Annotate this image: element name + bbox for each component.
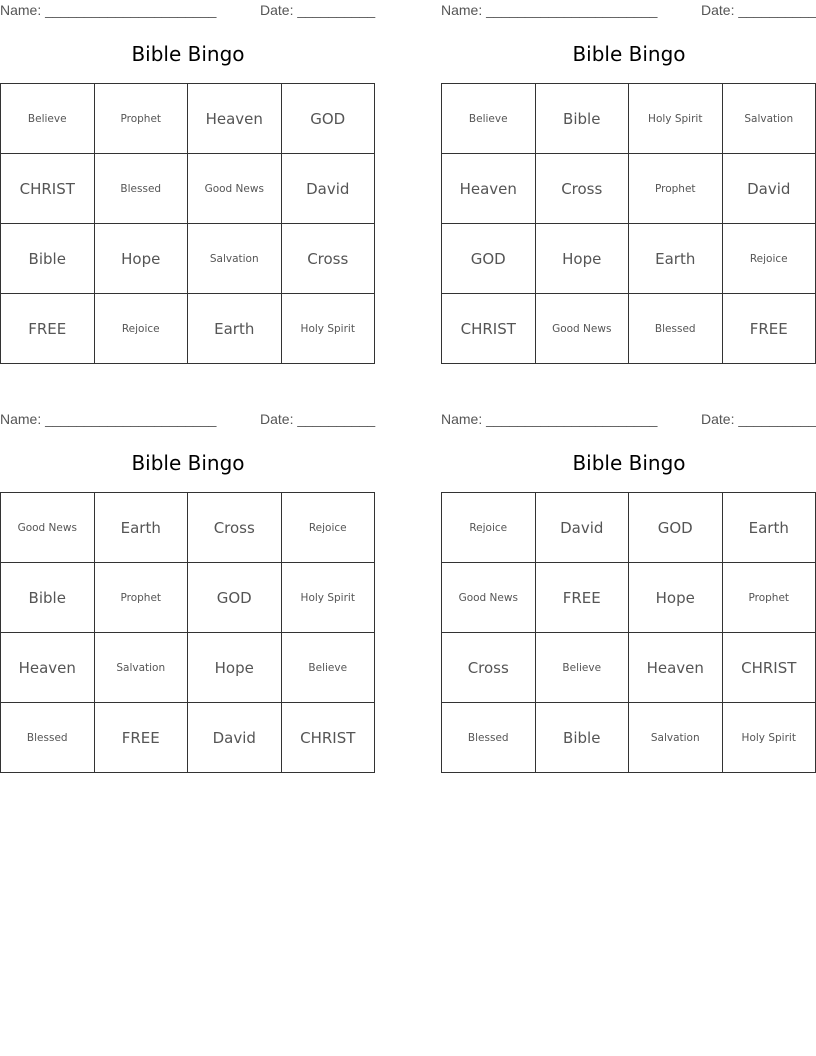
- bingo-cell: Bible: [1, 563, 95, 633]
- bingo-cell: Prophet: [95, 84, 189, 154]
- card-header: [441, 2, 816, 20]
- bingo-cell: Believe: [1, 84, 95, 154]
- bingo-cell: Salvation: [629, 703, 723, 773]
- bingo-card-1: [0, 0, 376, 380]
- bingo-cell: Heaven: [1, 633, 95, 703]
- bingo-cell: FREE: [1, 294, 95, 364]
- bingo-cell: Good News: [442, 563, 536, 633]
- date-field[interactable]: Date: __________: [701, 2, 816, 18]
- bingo-cell: Believe: [442, 84, 536, 154]
- date-field[interactable]: Date: __________: [701, 411, 816, 427]
- bingo-cell: Hope: [95, 224, 189, 294]
- bingo-cell: Prophet: [95, 563, 189, 633]
- bingo-cell: Rejoice: [442, 493, 536, 563]
- bingo-grid: [0, 492, 375, 773]
- bingo-cell: FREE: [723, 294, 816, 364]
- bingo-cell: Holy Spirit: [629, 84, 723, 154]
- card-header: [0, 2, 376, 20]
- bingo-cell: Blessed: [1, 703, 95, 773]
- bingo-cell: Good News: [536, 294, 630, 364]
- bingo-cell: Hope: [629, 563, 723, 633]
- bingo-cell: CHRIST: [1, 154, 95, 224]
- bingo-cell: Blessed: [95, 154, 189, 224]
- bingo-cell: GOD: [282, 84, 376, 154]
- bingo-card-3: [0, 409, 376, 789]
- card-title: Bible Bingo: [572, 451, 686, 475]
- bingo-cell: Rejoice: [95, 294, 189, 364]
- name-field[interactable]: Name: ______________________: [441, 2, 658, 18]
- bingo-cell: Holy Spirit: [723, 703, 816, 773]
- bingo-cell: GOD: [629, 493, 723, 563]
- bingo-cell: Cross: [282, 224, 376, 294]
- bingo-cell: CHRIST: [442, 294, 536, 364]
- bingo-grid: [0, 83, 375, 364]
- bingo-cell: Rejoice: [282, 493, 376, 563]
- bingo-cell: Earth: [188, 294, 282, 364]
- bingo-cell: David: [282, 154, 376, 224]
- bingo-cell: David: [188, 703, 282, 773]
- card-header: [0, 411, 376, 429]
- bingo-card-4: [441, 409, 816, 789]
- bingo-cell: GOD: [442, 224, 536, 294]
- bingo-cell: Salvation: [723, 84, 816, 154]
- bingo-cell: Bible: [536, 84, 630, 154]
- bingo-cell: CHRIST: [723, 633, 816, 703]
- bingo-cell: Hope: [536, 224, 630, 294]
- bingo-cell: Salvation: [188, 224, 282, 294]
- bingo-cell: Holy Spirit: [282, 563, 376, 633]
- card-title: Bible Bingo: [131, 42, 245, 66]
- bingo-cell: David: [536, 493, 630, 563]
- bingo-cell: Cross: [536, 154, 630, 224]
- bingo-cell: FREE: [95, 703, 189, 773]
- name-field[interactable]: Name: ______________________: [0, 411, 217, 427]
- bingo-card-2: [441, 0, 816, 380]
- bingo-cell: Earth: [629, 224, 723, 294]
- card-title: Bible Bingo: [572, 42, 686, 66]
- bingo-cell: Blessed: [629, 294, 723, 364]
- bingo-cell: Rejoice: [723, 224, 816, 294]
- bingo-cell: Prophet: [723, 563, 816, 633]
- name-field[interactable]: Name: ______________________: [0, 2, 217, 18]
- date-field[interactable]: Date: __________: [260, 2, 376, 18]
- bingo-cell: Bible: [1, 224, 95, 294]
- bingo-grid: [441, 492, 816, 773]
- date-field[interactable]: Date: __________: [260, 411, 376, 427]
- bingo-cell: David: [723, 154, 816, 224]
- bingo-cell: Good News: [188, 154, 282, 224]
- bingo-cell: CHRIST: [282, 703, 376, 773]
- bingo-cell: Salvation: [95, 633, 189, 703]
- bingo-cell: Cross: [188, 493, 282, 563]
- bingo-cell: Heaven: [442, 154, 536, 224]
- bingo-cell: Good News: [1, 493, 95, 563]
- bingo-grid: [441, 83, 816, 364]
- bingo-cell: Blessed: [442, 703, 536, 773]
- bingo-cell: Earth: [95, 493, 189, 563]
- bingo-cell: Heaven: [629, 633, 723, 703]
- bingo-cell: Hope: [188, 633, 282, 703]
- bingo-cell: Cross: [442, 633, 536, 703]
- name-field[interactable]: Name: ______________________: [441, 411, 658, 427]
- bingo-cell: Earth: [723, 493, 816, 563]
- card-header: [441, 411, 816, 429]
- bingo-cell: Bible: [536, 703, 630, 773]
- card-title: Bible Bingo: [131, 451, 245, 475]
- bingo-cell: Holy Spirit: [282, 294, 376, 364]
- bingo-cell: Prophet: [629, 154, 723, 224]
- bingo-cell: Believe: [536, 633, 630, 703]
- bingo-cell: Heaven: [188, 84, 282, 154]
- bingo-cell: FREE: [536, 563, 630, 633]
- bingo-cell: GOD: [188, 563, 282, 633]
- bingo-cell: Believe: [282, 633, 376, 703]
